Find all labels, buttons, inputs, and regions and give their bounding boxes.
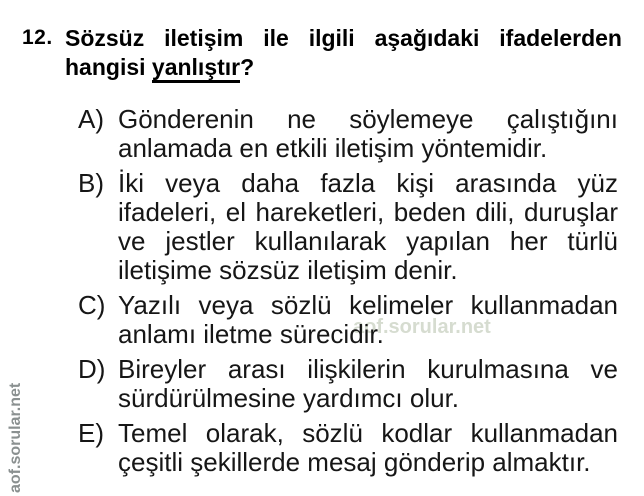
question-number: 12. xyxy=(22,26,53,49)
option-c-letter: C) xyxy=(78,290,106,320)
option-d-text: Bireyler arası ilişkilerin kurulmasına ve sürdürülmesine yardımcı olur. xyxy=(118,354,618,413)
question-text-before: Sözsüz iletişim ile ilgili aşağıdaki ifadelerden hangisi xyxy=(65,25,622,80)
option-b-letter: B) xyxy=(78,168,104,198)
option-d xyxy=(78,355,644,413)
option-a xyxy=(78,105,644,163)
option-b xyxy=(78,169,644,285)
watermark-vertical: aof.sorular.net xyxy=(7,382,24,493)
option-a-letter: A) xyxy=(78,104,104,134)
option-e xyxy=(78,419,644,477)
option-e-letter: E) xyxy=(78,418,104,448)
option-e-text: Temel olarak, sözlü kodlar kullanmadan çeşitli şekillerde mesaj gönderip almaktır. xyxy=(118,418,618,477)
question-text xyxy=(65,24,622,82)
option-c xyxy=(78,291,644,349)
option-c-text: Yazılı veya sözlü kelimeler kullanmadan anlamı iletme sürecidir. xyxy=(118,290,618,349)
question-header xyxy=(0,0,644,82)
option-a-text: Gönderenin ne söylemeye çalıştığını anlamada en etkili iletişim yöntemidir. xyxy=(118,104,618,163)
question-mark: ? xyxy=(240,54,255,80)
watermark-center: aof.sorular.net xyxy=(353,316,491,338)
options-list xyxy=(78,105,644,477)
question-underlined-word: yanlıştır xyxy=(152,54,240,83)
option-b-text: İki veya daha fazla kişi arasında yüz ifadeleri, el hareketleri, beden dili, duruşlar ve jestler kullanılarak yapılan her türlü iletişime sözsüz iletişim denir. xyxy=(118,168,618,285)
option-d-letter: D) xyxy=(78,354,106,384)
